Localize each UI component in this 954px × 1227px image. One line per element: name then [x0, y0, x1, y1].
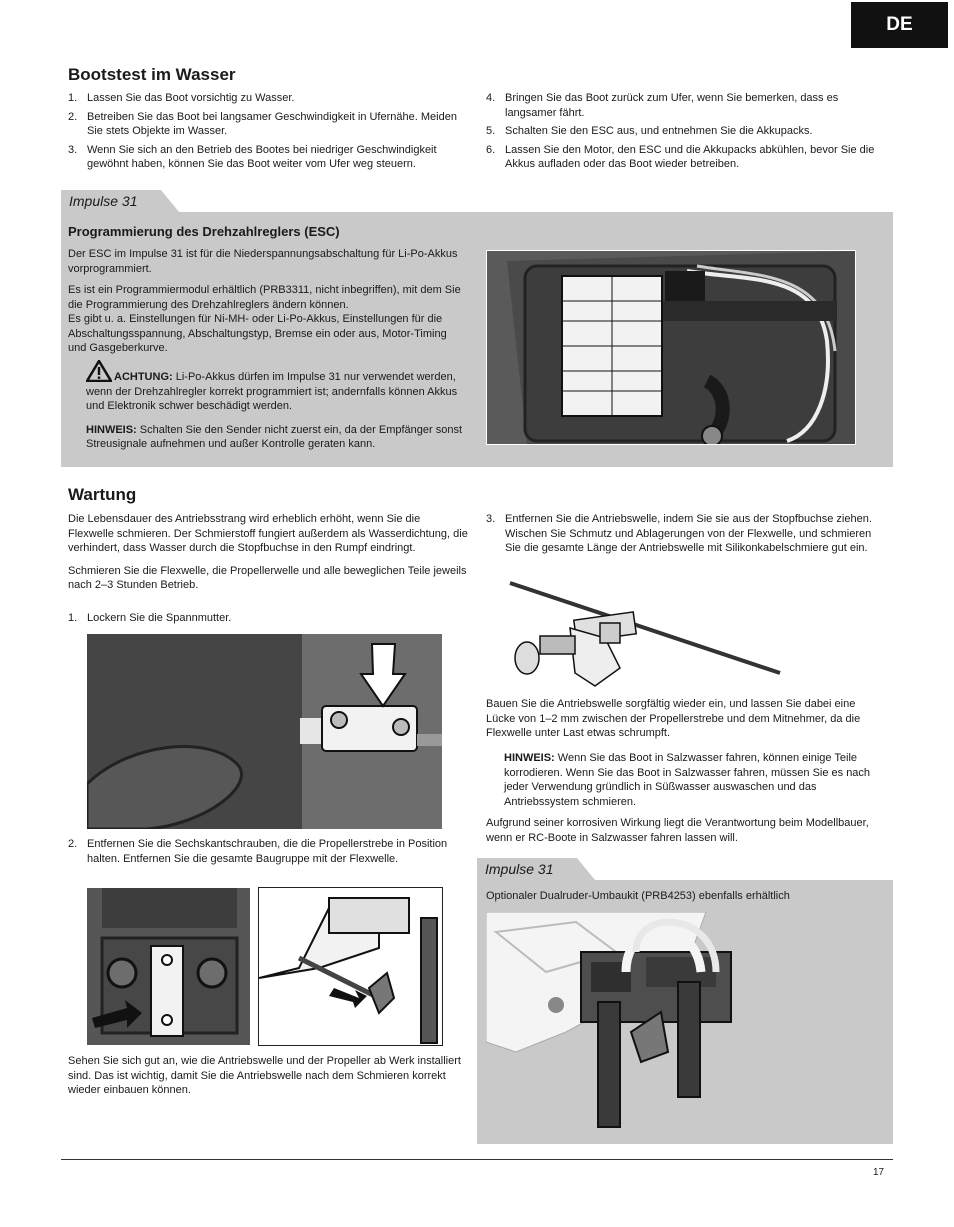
section-title-boat-test: Bootstest im Wasser [68, 65, 236, 84]
esc-photo [486, 250, 856, 445]
maintenance-step-2 [68, 837, 468, 870]
section-title-maintenance: Wartung [68, 485, 137, 504]
maintenance-step-1 [68, 611, 468, 630]
esc-panel-tab: Impulse 31 [61, 190, 179, 212]
maintenance-intro: Die Lebensdauer des Antriebsstrang wird erheblich erhöht, wenn Sie die Flexwelle schmieren. Der Schmierstoff fungiert außerdem als Wasserdichtung, die verhindert, dass Wasser durch die Stopfbuchse in den Rumpf eindringt. Schmieren Sie die Flexwelle, die Propellerwelle und alle beweglichen Teile jeweils nach 2–3 Stunden Betrieb. [68, 513, 468, 591]
page-number: 17 [873, 1167, 885, 1178]
list-item: 2. Betreiben Sie das Boot bei langsamer Geschwindigkeit in Ufernähe. Meiden Sie stets Objekte im Wasser. [68, 110, 457, 137]
propeller-assembly-illustration [259, 888, 442, 1045]
language-tab: DE [851, 2, 948, 48]
esc-text: Der ESC im Impulse 31 ist für die Niederspannungsabschaltung für Li-Po-Akkus vorprogrammiert. Es ist ein Programmiermodul erhältlich (PRB3311, nicht inbegriffen), mit dem Sie die Programmierung des Drehzahlreglers ändern können. Es gibt u. a. Einstellungen für Ni-MH- oder Li-Po-Akkus, Einstellungen für die Abschaltungsspannung, Abschaltungstyp, Bremse ein oder aus, Motor-Timing und Gasgeberkurve. [68, 248, 461, 354]
warning-icon [86, 360, 112, 382]
photo-drive-shaft [505, 578, 785, 688]
list-item: 3. Entfernen Sie die Antriebswelle, indem Sie sie aus der Stopfbuchse ziehen. Wischen Sie Schmutz und Ablagerungen von der Flexwelle, und schmieren Sie die gesamte Länge der Antriebswelle mit Silikonkabelschmiere gut ein. [486, 513, 872, 554]
maintenance-step-3 [486, 512, 886, 560]
rudder-kit-photo [486, 912, 893, 1144]
maintenance-notice: HINWEIS: Wenn Sie das Boot in Salzwasser fahren, können einige Teile korrodieren. Wenn Sie das Boot in Salzwasser fahren, müssen Sie es nach jeder Verwendung gründlich in Süßwasser auswaschen und das Antriebssystem schmieren. [504, 752, 871, 808]
esc-warning: ACHTUNG: Li-Po-Akkus dürfen im Impulse 31 nur verwendet werden, wenn der Drehzahlregler korrekt programmiert ist; andernfalls können Akkus und Elektronik schwer beschädigt werden. HINWEIS: Schalten Sie den Sender nicht zuerst ein, da der Empfänger sonst Streusignale aufnehmen und außer Kontrolle geraten kann. [86, 360, 466, 459]
list-item: 6. Lassen Sie den Motor, den ESC und die Akkupacks abkühlen, bevor Sie die Akkus aufladen oder das Boot wieder betreiben. [486, 143, 875, 170]
maintenance-text-p3: Sehen Sie sich gut an, wie die Antriebswelle und der Propeller ab Werk installiert sind. Das ist wichtig, damit Sie die Antriebswelle nach dem Schmieren korrekt wieder einbauen können. [68, 1055, 461, 1096]
photo-loosen-nut [86, 633, 443, 830]
loosen-nut-illustration [87, 634, 442, 829]
list-item: 1. Lockern Sie die Spannmutter. [68, 612, 232, 624]
photo-hex-screws [86, 887, 251, 1046]
drive-shaft-illustration [505, 578, 785, 688]
esc-heading: Programmierung des Drehzahlreglers (ESC) [68, 224, 340, 239]
esc-illustration [487, 251, 855, 444]
list-item: 3. Wenn Sie sich an den Betrieb des Bootes bei niedriger Geschwindigkeit gewöhnt haben, können Sie das Boot weiter vom Ufer weg steuern. [68, 143, 437, 170]
photo-propeller-assembly [258, 887, 443, 1046]
boat-test-list-left [68, 91, 468, 176]
list-item: 4. Bringen Sie das Boot zurück zum Ufer, wenn Sie bemerken, dass es langsamer fährt. [486, 92, 839, 119]
rudder-caption: Optionaler Dualruder-Umbaukit (PRB4253) ebenfalls erhältlich [486, 890, 790, 902]
list-item: 5. Schalten Sie den ESC aus, und entnehmen Sie die Akkupacks. [486, 125, 813, 137]
rudder-kit-illustration [486, 912, 893, 1144]
list-item: 2. Entfernen Sie die Sechskantschrauben, die die Propellerstrebe in Position halten. Entfernen Sie die gesamte Baugruppe mit der Flexwelle. [68, 838, 448, 865]
hex-screws-illustration [87, 888, 250, 1045]
rudder-panel-tab: Impulse 31 [477, 858, 595, 880]
list-item: 1. Lassen Sie das Boot vorsichtig zu Wasser. [68, 92, 295, 104]
boat-test-list-right [486, 91, 886, 176]
maintenance-text-p4: Bauen Sie die Antriebswelle sorgfältig wieder ein, und lassen Sie dabei eine Lücke von 1–2 mm zwischen der Propellerstrebe und dem Mitnehmer, da die Flexwelle unter Last etwas schrumpft. [486, 698, 861, 739]
maintenance-text-p5: Aufgrund seiner korrosiven Wirkung liegt die Verantwortung beim Modellbauer, wenn er RC-Boote in Salzwasser fahren lassen will. [486, 817, 869, 844]
footer-rule [61, 1159, 893, 1160]
